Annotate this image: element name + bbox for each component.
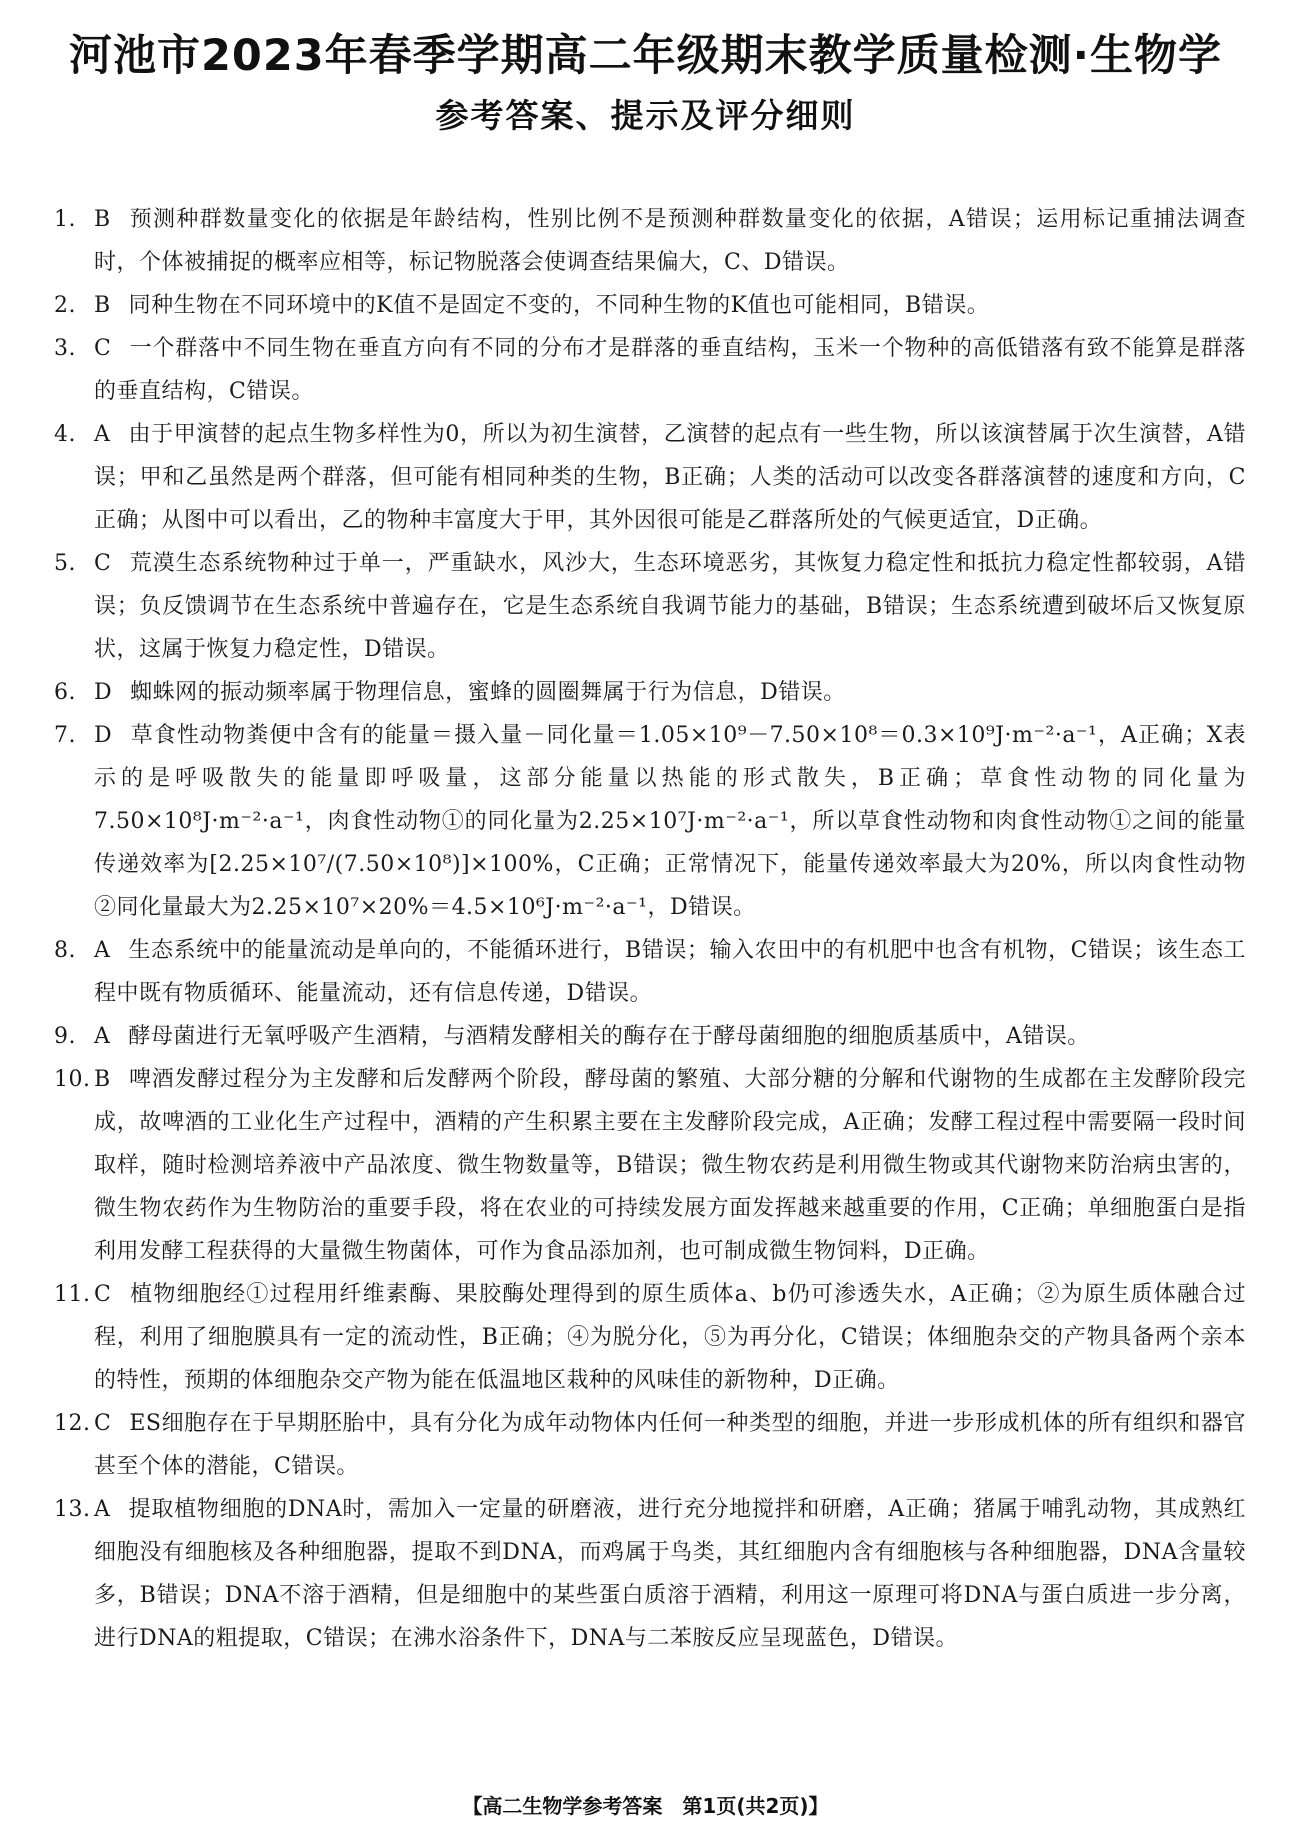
answer-number: 9.	[54, 1024, 76, 1049]
answer-item-1	[54, 198, 1246, 284]
answer-choice: C	[94, 1282, 112, 1307]
answer-explanation: 啤酒发酵过程分为主发酵和后发酵两个阶段，酵母菌的繁殖、大部分糖的分解和代谢物的生成都在主发酵阶段完成，故啤酒的工业化生产过程中，酒精的产生积累主要在主发酵阶段完成，A正确；发酵工程过程中需要隔一段时间取样，随时检测培养液中产品浓度、微生物数量等，B错误；微生物农药是利用微生物或其代谢物来防治病虫害的，微生物农药作为生物防治的重要手段，将在农业的可持续发展方面发挥越来越重要的作用，C正确；单细胞蛋白是指利用发酵工程获得的大量微生物菌体，可作为食品添加剂，也可制成微生物饲料，D正确。	[94, 1067, 1246, 1264]
answer-number: 8.	[54, 938, 76, 963]
answer-explanation: 预测种群数量变化的依据是年龄结构，性别比例不是预测种群数量变化的依据，A错误；运用标记重捕法调查时，个体被捕捉的概率应相等，标记物脱落会使调查结果偏大，C、D错误。	[94, 207, 1246, 275]
answer-number: 11.	[54, 1282, 91, 1307]
answer-item-2	[54, 284, 1246, 327]
answer-explanation: 蜘蛛网的振动频率属于物理信息，蜜蜂的圆圈舞属于行为信息，D错误。	[130, 680, 846, 705]
answer-item-11	[54, 1273, 1246, 1402]
answer-explanation: 生态系统中的能量流动是单向的，不能循环进行，B错误；输入农田中的有机肥中也含有机物，C错误；该生态工程中既有物质循环、能量流动，还有信息传递，D错误。	[94, 938, 1246, 1006]
answer-number: 2.	[54, 293, 76, 318]
answer-choice: A	[94, 1024, 111, 1049]
answer-explanation: 植物细胞经①过程用纤维素酶、果胶酶处理得到的原生质体a、b仍可渗透失水，A正确；②为原生质体融合过程，利用了细胞膜具有一定的流动性，B正确；④为脱分化，⑤为再分化，C错误；体细胞杂交的产物具备两个亲本的特性，预期的体细胞杂交产物为能在低温地区栽种的风味佳的新物种，D正确。	[94, 1282, 1246, 1393]
answer-item-12	[54, 1402, 1246, 1488]
answer-list	[54, 198, 1246, 1660]
answer-number: 1.	[54, 207, 76, 232]
answer-choice: B	[94, 1067, 111, 1092]
page-title: 河池市2023年春季学期高二年级期末教学质量检测·生物学	[68, 31, 1222, 81]
answer-choice: D	[94, 680, 113, 705]
answer-number: 12.	[54, 1411, 91, 1436]
answer-item-7	[54, 714, 1246, 929]
page-subtitle: 参考答案、提示及评分细则	[435, 96, 856, 135]
answer-number: 7.	[54, 723, 76, 748]
answer-choice: A	[94, 938, 111, 963]
answer-choice: B	[94, 207, 111, 232]
answer-explanation: 同种生物在不同环境中的K值不是固定不变的，不同种生物的K值也可能相同，B错误。	[128, 293, 990, 318]
answer-item-10	[54, 1058, 1246, 1273]
page-footer: 【高二生物学参考答案 第1页(共2页)】	[462, 1794, 829, 1818]
answer-choice: C	[94, 336, 112, 361]
answer-item-3	[54, 327, 1246, 413]
answer-item-5	[54, 542, 1246, 671]
answer-explanation: 草食性动物粪便中含有的能量＝摄入量－同化量＝1.05×10⁹－7.50×10⁸＝0.3×10⁹J·m⁻²·a⁻¹，A正确；X表示的是呼吸散失的能量即呼吸量，这部分能量以热能的形式散失，B正确；草食性动物的同化量为7.50×10⁸J·m⁻²·a⁻¹，肉食性动物①的同化量为2.25×10⁷J·m⁻²·a⁻¹，所以草食性动物和肉食性动物①之间的能量传递效率为[2.25×10⁷/(7.50×10⁸)]×100%，C正确；正常情况下，能量传递效率最大为20%，所以肉食性动物②同化量最大为2.25×10⁷×20%＝4.5×10⁶J·m⁻²·a⁻¹，D错误。	[94, 723, 1246, 920]
answer-number: 5.	[54, 551, 76, 576]
answer-explanation: 由于甲演替的起点生物多样性为0，所以为初生演替，乙演替的起点有一些生物，所以该演替属于次生演替，A错误；甲和乙虽然是两个群落，但可能有相同种类的生物，B正确；人类的活动可以改变各群落演替的速度和方向，C正确；从图中可以看出，乙的物种丰富度大于甲，其外因很可能是乙群落所处的气候更适宜，D正确。	[94, 422, 1246, 533]
answer-explanation: 一个群落中不同生物在垂直方向有不同的分布才是群落的垂直结构，玉米一个物种的高低错落有致不能算是群落的垂直结构，C错误。	[94, 336, 1246, 404]
answer-item-9	[54, 1015, 1246, 1058]
answer-choice: D	[94, 723, 113, 748]
answer-item-13	[54, 1488, 1246, 1660]
answer-number: 4.	[54, 422, 76, 447]
answer-explanation: 酵母菌进行无氧呼吸产生酒精，与酒精发酵相关的酶存在于酵母菌细胞的细胞质基质中，A错误。	[128, 1024, 1090, 1049]
answer-item-8	[54, 929, 1246, 1015]
answer-number: 3.	[54, 336, 76, 361]
answer-choice: B	[94, 293, 111, 318]
answer-explanation: 提取植物细胞的DNA时，需加入一定量的研磨液，进行充分地搅拌和研磨，A正确；猪属于哺乳动物，其成熟红细胞没有细胞核及各种细胞器，提取不到DNA，而鸡属于鸟类，其红细胞内含有细胞核与各种细胞器，DNA含量较多，B错误；DNA不溶于酒精，但是细胞中的某些蛋白质溶于酒精，利用这一原理可将DNA与蛋白质进一步分离，进行DNA的粗提取，C错误；在沸水浴条件下，DNA与二苯胺反应呈现蓝色，D错误。	[94, 1497, 1246, 1651]
answer-item-6	[54, 671, 1246, 714]
answer-choice: C	[94, 1411, 112, 1436]
answer-choice: A	[94, 422, 111, 447]
answer-number: 6.	[54, 680, 76, 705]
answer-explanation: 荒漠生态系统物种过于单一，严重缺水，风沙大，生态环境恶劣，其恢复力稳定性和抵抗力稳定性都较弱，A错误；负反馈调节在生态系统中普遍存在，它是生态系统自我调节能力的基础，B错误；生态系统遭到破坏后又恢复原状，这属于恢复力稳定性，D错误。	[94, 551, 1246, 662]
answer-item-4	[54, 413, 1246, 542]
answer-choice: C	[94, 551, 112, 576]
answer-number: 10.	[54, 1067, 91, 1092]
answer-number: 13.	[54, 1497, 91, 1522]
answer-choice: A	[94, 1497, 111, 1522]
answer-explanation: ES细胞存在于早期胚胎中，具有分化为成年动物体内任何一种类型的细胞，并进一步形成机体的所有组织和器官甚至个体的潜能，C错误。	[94, 1411, 1246, 1479]
